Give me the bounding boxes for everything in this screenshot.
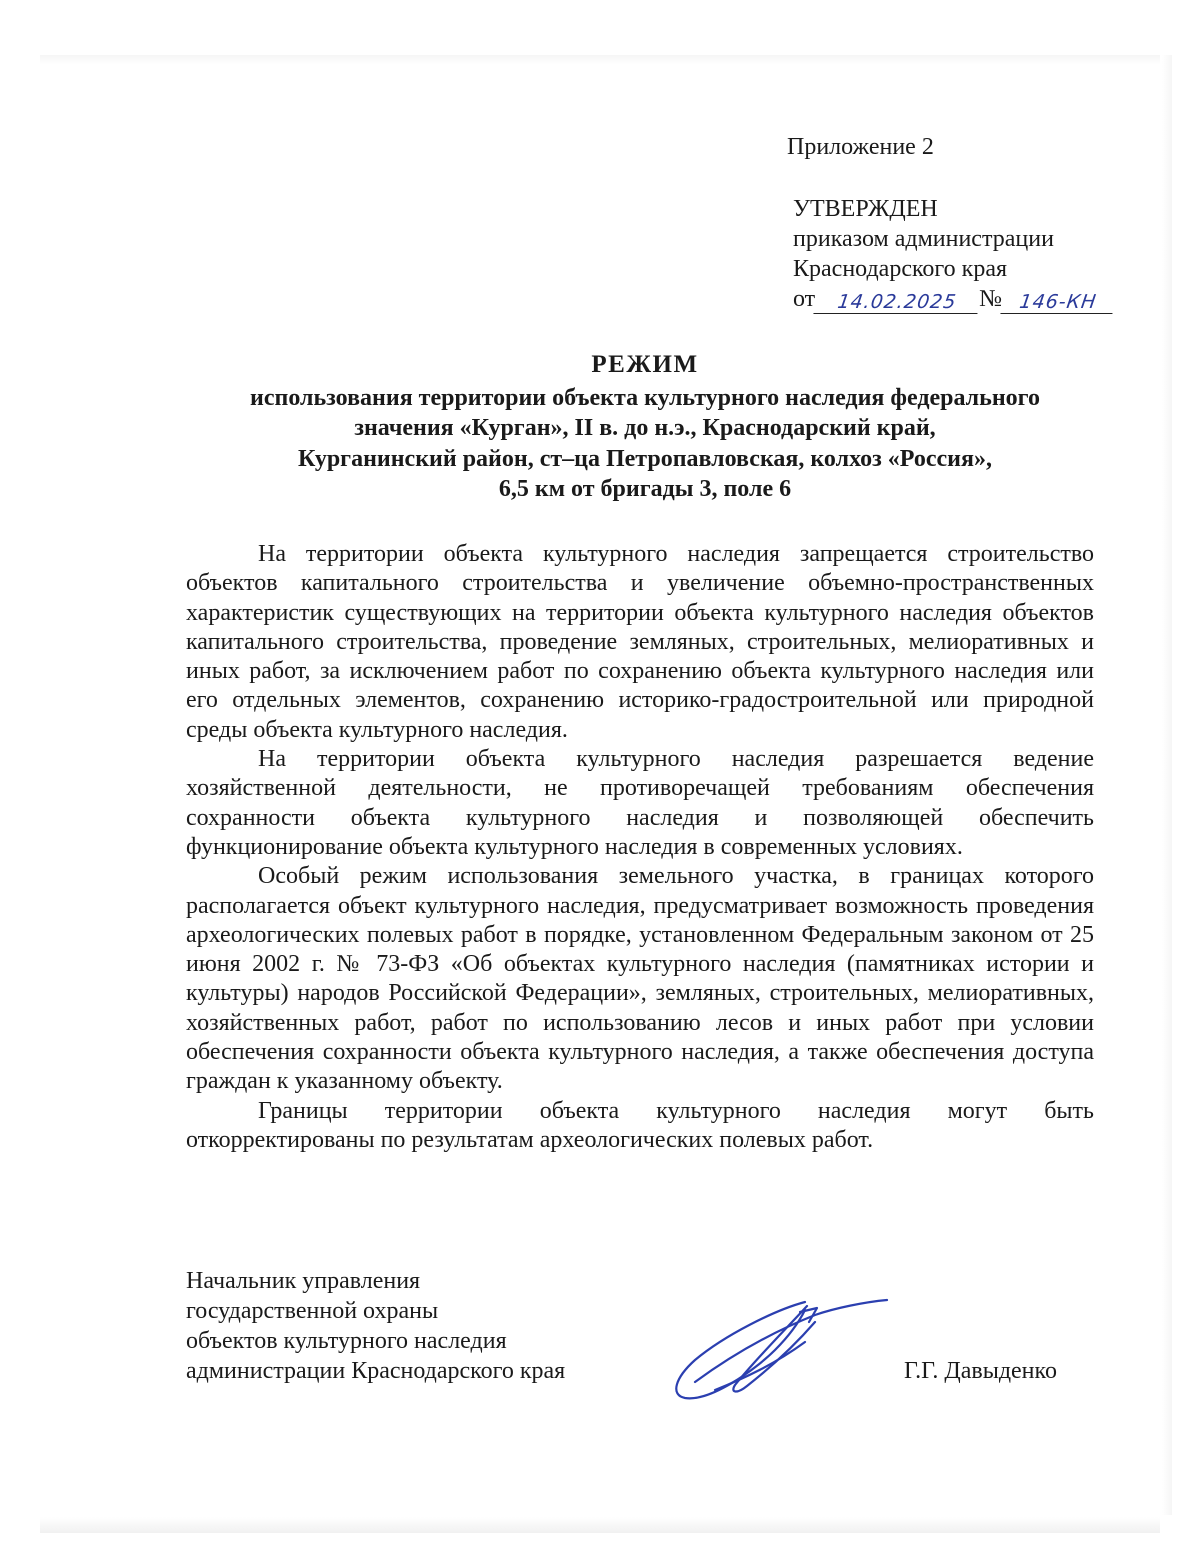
heading-line-1: использования территории объекта культурного наследия федерального — [250, 384, 1040, 411]
approval-stamp-block — [785, 132, 1114, 314]
scan-edge-top — [40, 55, 1160, 65]
heading-line-2: значения «Курган», II в. до н.э., Краснодарский край, — [354, 415, 936, 441]
paragraph-prohibitions: На территории объекта культурного наследия запрещается строительство объектов капитального строительства и увеличение объемно-пространственных характеристик существующих на территории объекта культурного наследия объектов капитального строительства, проведение земляных, строительных, мелиоративных и иных работ, за исключением работ по сохранению объекта культурного наследия или его отдельных элементов, сохранению историко-градостроительной или природной среды объекта культурного наследия. — [186, 541, 1094, 743]
document-heading — [150, 350, 1140, 505]
scan-edge-right — [1162, 55, 1172, 1515]
approved-label: УТВЕРЖДЕН — [793, 196, 938, 222]
appendix-label: Приложение 2 — [787, 134, 934, 160]
position-line-3: объектов культурного наследия — [186, 1328, 507, 1354]
scan-edge-bottom — [40, 1517, 1160, 1533]
position-line-2: государственной охраны — [186, 1298, 439, 1324]
paragraph-special-regime: Особый режим использования земельного участка, в границах которого располагается объект культурного наследия, предусматривает возможность проведения археологических полевых работ в порядке, установленном Федеральным законом от 25 июня 2002 г. № 73-ФЗ «Об объектах культурного наследия (памятниках истории и культуры) народов Российской Федерации», земляных, строительных, мелиоративных, хозяйственных работ, работ по использованию лесов и иных работ при условии обеспечения сохранности объекта культурного наследия, а также обеспечения доступа граждан к указанному объекту. — [186, 863, 1094, 1095]
order-date-handwritten: 14.02.2025 — [814, 291, 981, 314]
order-date-number-line — [793, 284, 1114, 314]
number-sign: № — [979, 286, 1003, 312]
document-title: РЕЖИМ — [591, 351, 699, 378]
approval-line-1: приказом администрации — [793, 226, 1054, 252]
position-line-1: Начальник управления — [186, 1268, 421, 1294]
heading-line-3: Курганинский район, ст–ца Петропавловская, колхоз «Россия», — [298, 445, 992, 472]
heading-line-4: 6,5 км от бригады 3, поле 6 — [498, 476, 792, 502]
date-prefix: от — [793, 286, 816, 312]
approval-line-2: Краснодарского края — [793, 256, 1008, 282]
order-number-handwritten: 146-КН — [1000, 291, 1115, 314]
position-line-4: администрации Краснодарского края — [186, 1358, 566, 1384]
paragraph-boundaries: Границы территории объекта культурного наследия могут быть откорректированы по результатам археологических полевых работ. — [186, 1097, 1094, 1153]
signatory-position — [186, 1266, 565, 1386]
document-body — [186, 540, 1094, 1155]
signatory-name: Г.Г. Давыденко — [904, 1358, 1057, 1384]
paragraph-permitted-activity: На территории объекта культурного наследия разрешается ведение хозяйственной деятельности, не противоречащей требованиям обеспечения сохранности объекта культурного наследия и позволяющей обеспечить функционирование объекта культурного наследия в современных условиях. — [186, 746, 1094, 860]
handwritten-signature — [655, 1290, 895, 1410]
